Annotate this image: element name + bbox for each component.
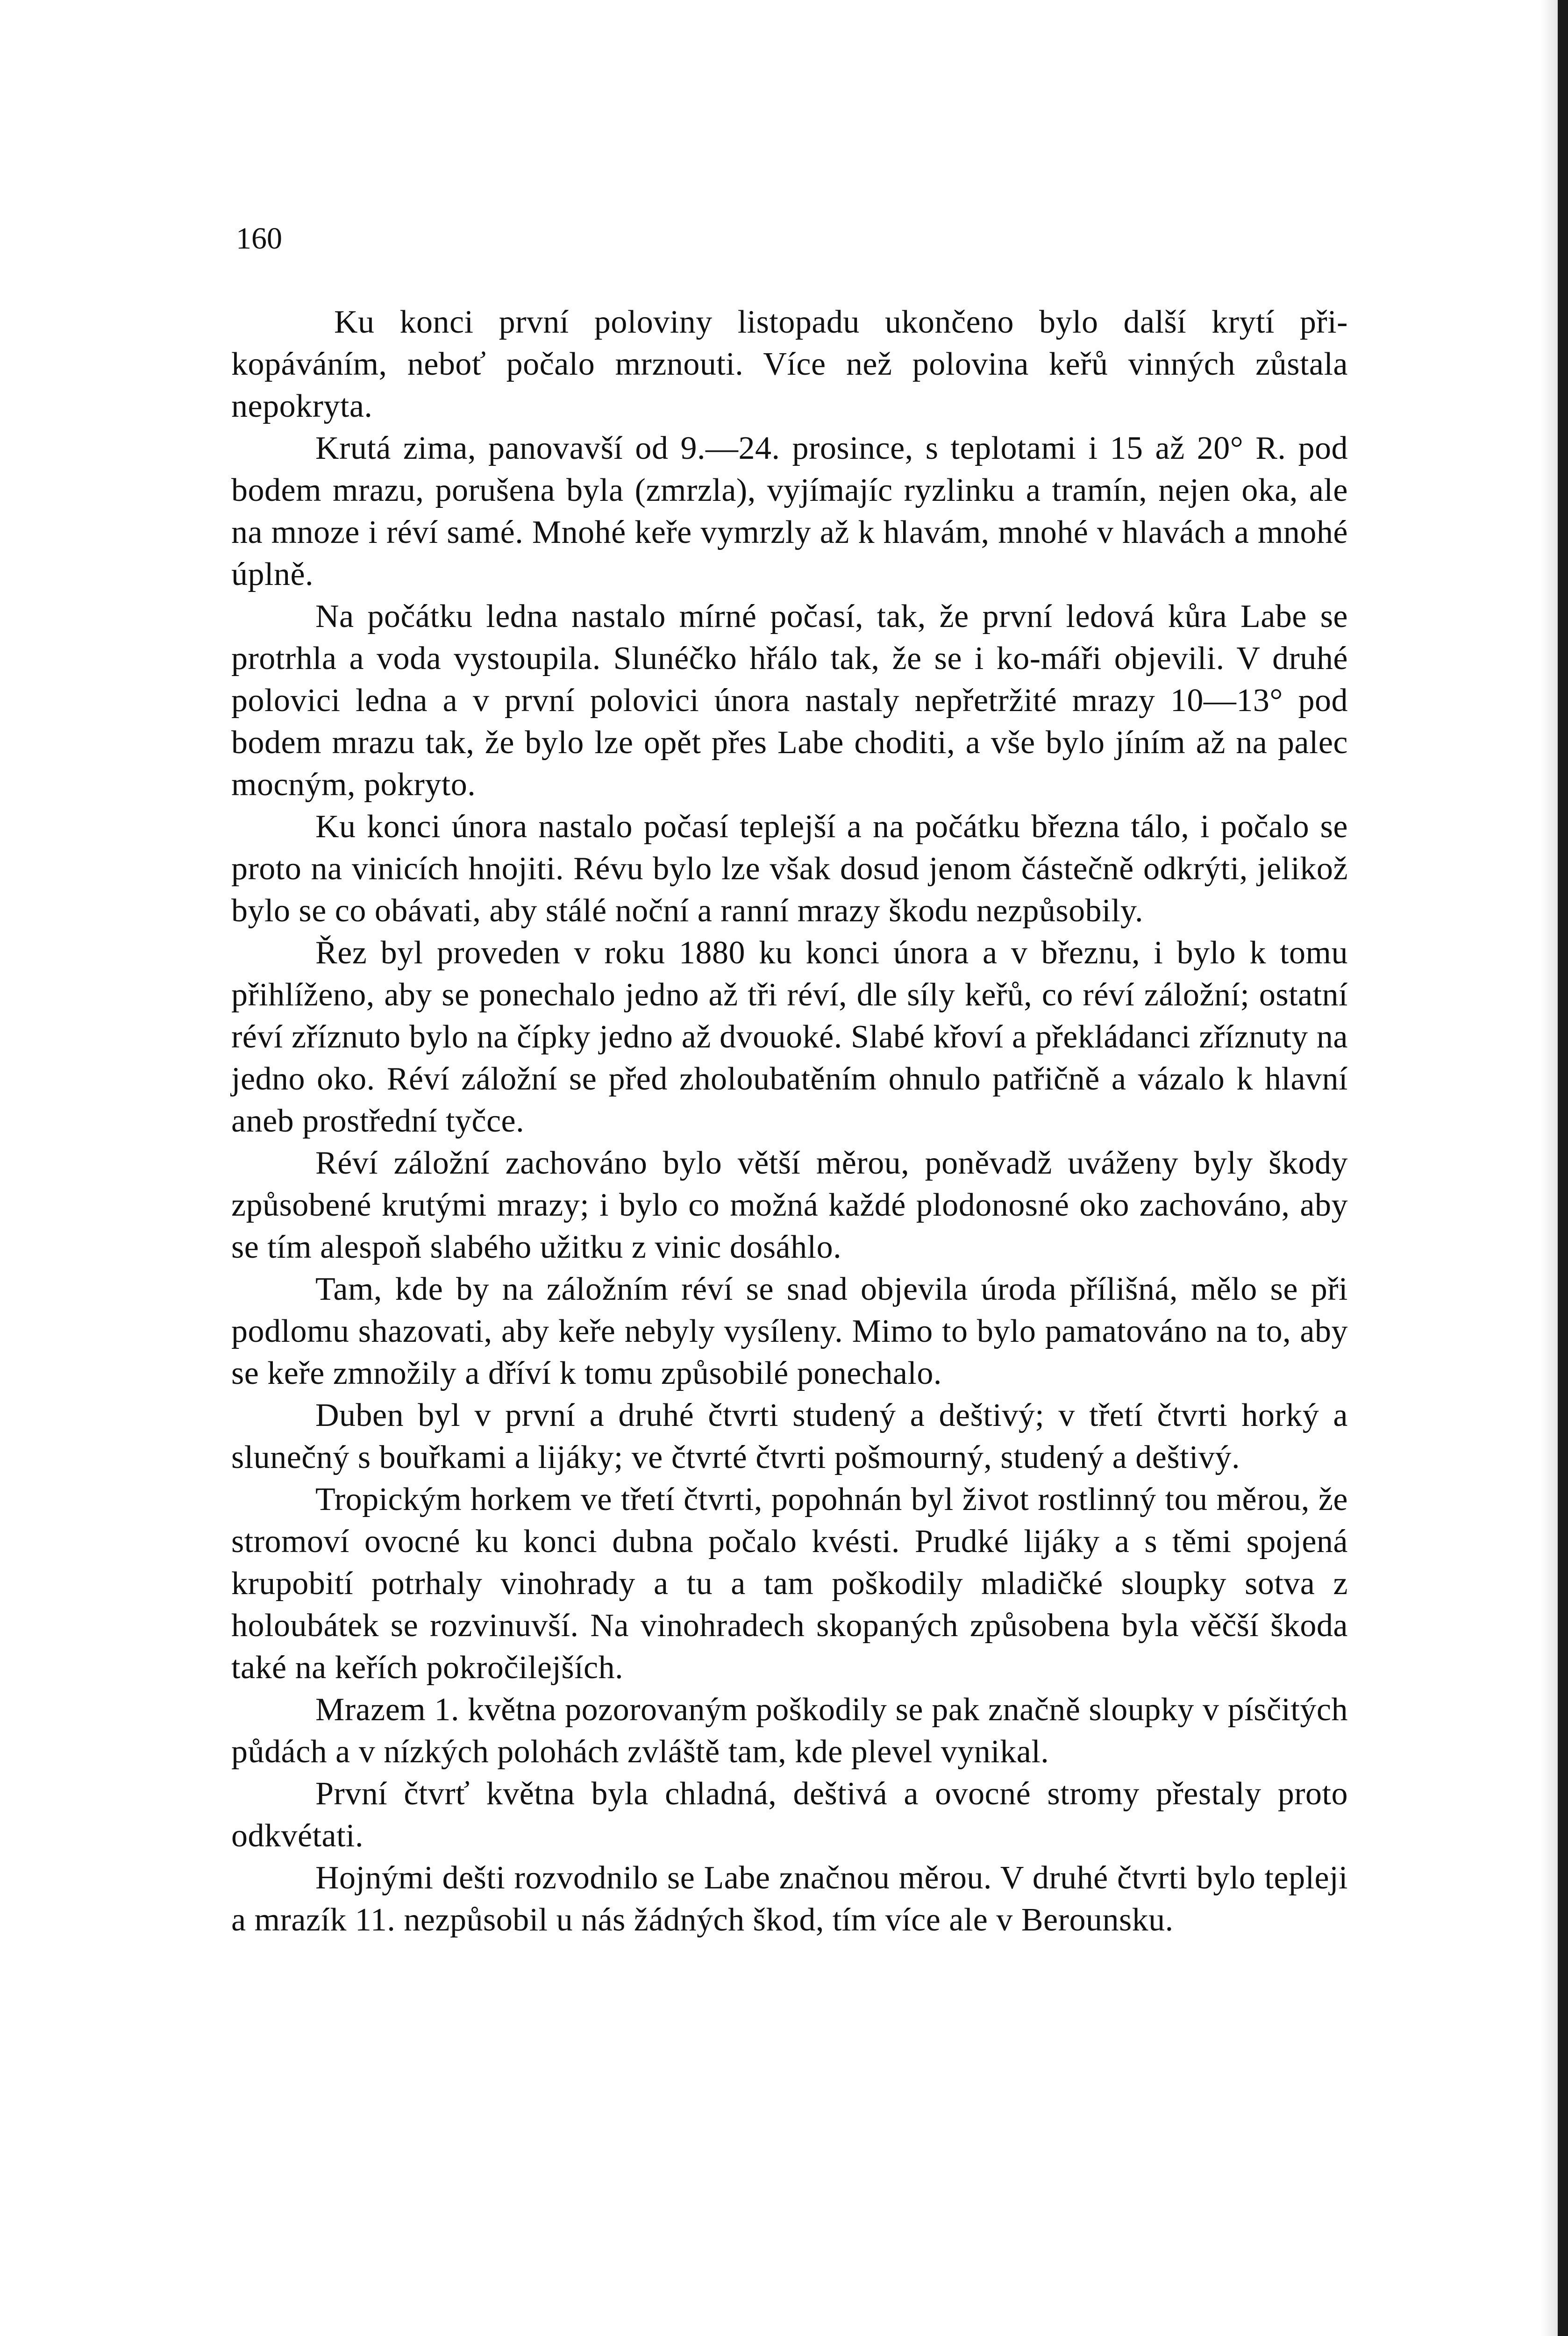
paragraph: Tam, kde by na záložním réví se snad objevila úroda přílišná, mělo se při podlomu shazovati, aby keře nebyly vysíleny. Mimo to bylo pamatováno na to, aby se keře zmnožily a dříví k tomu způsobilé ponechalo. bbox=[231, 1271, 1348, 1391]
paragraph: Na počátku ledna nastalo mírné počasí, tak, že první ledová kůra Labe se protrhla a voda vystoupila. Slunéčko hřálo tak, že se i ko-máři objevili. V druhé polovici ledna a v první polovici února nastaly nepřetržité mrazy 10—13° pod bodem mrazu tak, že bylo lze opět přes Labe choditi, a vše bylo jíním až na palec mocným, pokryto. bbox=[231, 598, 1348, 803]
paragraph: Řez byl proveden v roku 1880 ku konci února a v březnu, i bylo k tomu přihlíženo, aby se ponechalo jedno až tři réví, dle síly keřů, co réví záložní; ostatní réví zříznuto bylo na čípky jedno až dvouoké. Slabé křoví a překládanci zříznuty na jedno oko. Réví záložní se před zholoubatěním ohnulo patřičně a vázalo k hlavní aneb prostřední tyčce. bbox=[231, 935, 1348, 1139]
paragraph: Ku konci února nastalo počasí teplejší a na počátku března tálo, i počalo se proto na vinicích hnojiti. Révu bylo lze však dosud jenom částečně odkrýti, jelikož bylo se co obávati, aby stálé noční a ranní mrazy škodu nezpůsobily. bbox=[231, 809, 1348, 929]
paragraph: První čtvrť května byla chladná, deštivá a ovocné stromy přestaly proto odkvétati. bbox=[231, 1776, 1348, 1854]
paragraph: Duben byl v první a druhé čtvrti studený a deštivý; v třetí čtvrti horký a slunečný s bouřkami a lijáky; ve čtvrté čtvrti pošmourný, studený a deštivý. bbox=[231, 1397, 1348, 1475]
scan-border bbox=[1558, 0, 1568, 2336]
paragraph: Tropickým horkem ve třetí čtvrti, popohnán byl život rostlinný tou měrou, že stromoví ovocné ku konci dubna počalo kvésti. Prudké lijáky a s těmi spojená krupobití potrhaly vinohrady a tu a tam poškodily mladičké sloupky sotva z holoubátek se rozvinuvší. Na vinohradech skopaných způsobena byla věčší škoda také na keřích pokročilejších. bbox=[231, 1481, 1348, 1686]
paragraph: Krutá zima, panovavší od 9.—24. prosince, s teplotami i 15 až 20° R. pod bodem mrazu, porušena byla (zmrzla), vyjímajíc ryzlinku a tramín, nejen oka, ale na mnoze i réví samé. Mnohé keře vymrzly až k hlavám, mnohé v hlavách a mnohé úplně. bbox=[231, 430, 1348, 592]
page-number: 160 bbox=[236, 221, 282, 256]
paragraph: Hojnými dešti rozvodnilo se Labe značnou měrou. V druhé čtvrti bylo tepleji a mrazík 11. nezpůsobil u nás žádných škod, tím více ale v Berounsku. bbox=[231, 1860, 1348, 1938]
paragraph: Mrazem 1. května pozorovaným poškodily se pak značně sloupky v písčitých půdách a v nízkých polohách zvláště tam, kde plevel vynikal. bbox=[231, 1692, 1348, 1770]
scan-shadow bbox=[1541, 0, 1558, 2336]
paragraph: Ku konci první poloviny listopadu ukončeno bylo další krytí při-kopáváním, neboť počalo mrznouti. Více než polovina keřů vinných zůstala nepokryta. bbox=[231, 304, 1348, 424]
body-text bbox=[231, 301, 1348, 1941]
paragraph: Réví záložní zachováno bylo větší měrou, poněvadž uváženy byly škody způsobené krutými mrazy; i bylo co možná každé plodonosné oko zachováno, aby se tím alespoň slabého užitku z vinic dosáhlo. bbox=[231, 1145, 1348, 1265]
